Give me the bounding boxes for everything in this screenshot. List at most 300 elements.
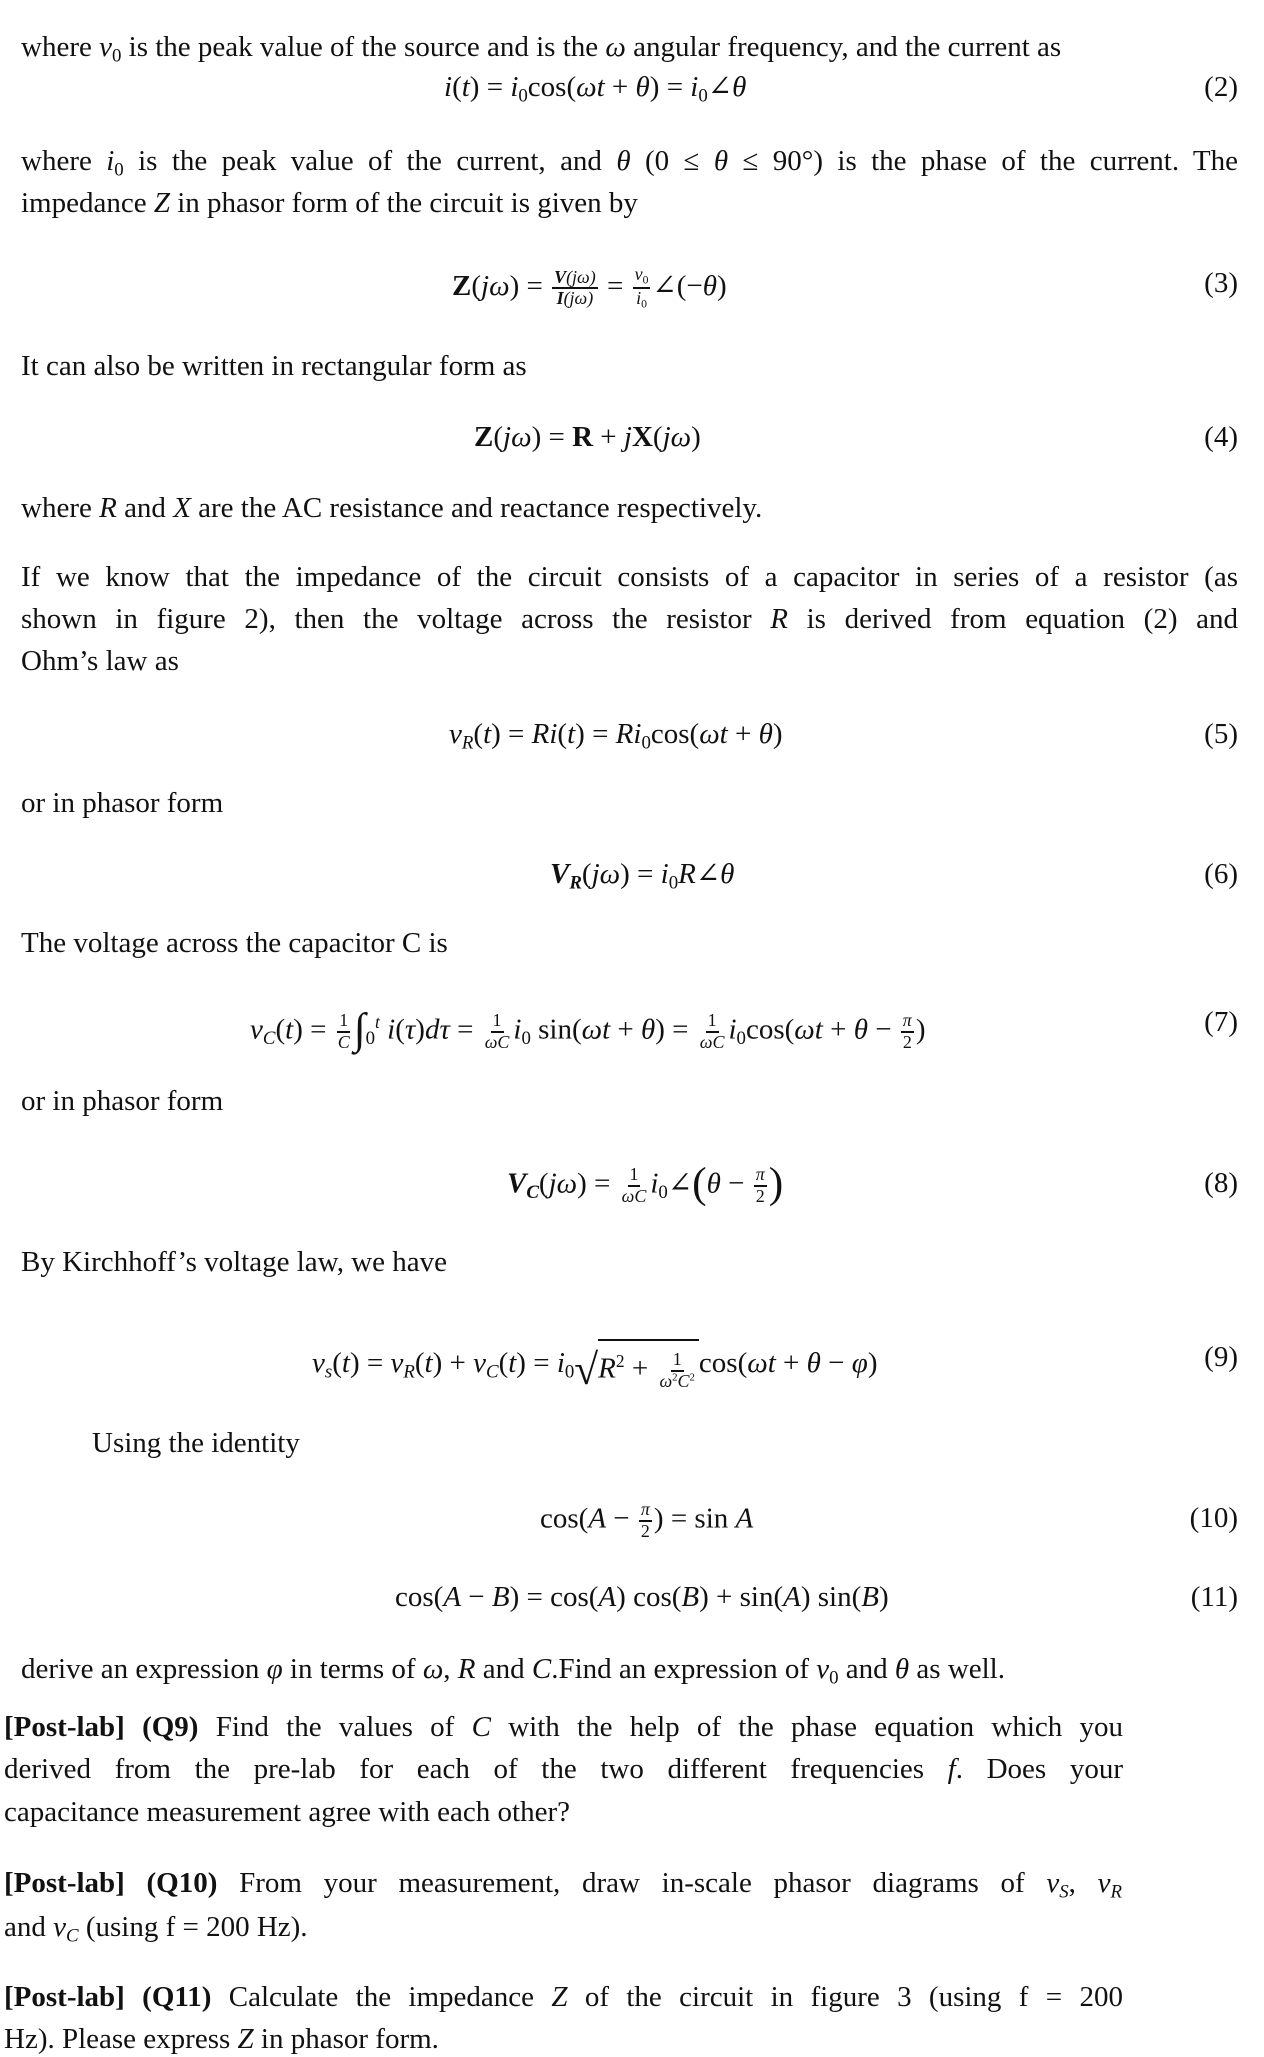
text-run: −: [606, 1502, 637, 1535]
fraction: [552, 268, 598, 310]
text-run: ) = sin: [653, 1502, 736, 1535]
text-line: [21, 1651, 1005, 1687]
equation-number: (5): [1204, 718, 1238, 750]
text-run: By Kirchhoff’s voltage law, we have: [21, 1246, 448, 1278]
text-line: [21, 1083, 223, 1119]
text-run: where: [21, 31, 100, 63]
text-run: Ohm’s law as: [21, 645, 179, 677]
text-run: where: [21, 492, 100, 524]
text-run: t: [483, 718, 492, 750]
text-run: in phasor form.: [253, 2023, 439, 2055]
equation-3: [452, 264, 727, 311]
text-run: 2: [640, 1520, 650, 1541]
text-run: C: [66, 1925, 79, 1947]
fraction: [698, 1011, 727, 1053]
text-run: (: [538, 1167, 549, 1200]
text-run: 1: [492, 1010, 502, 1030]
text-run: i: [379, 1013, 396, 1046]
text-run: 0: [564, 1361, 575, 1383]
text-run: j: [623, 421, 632, 453]
text-run: (jω): [563, 288, 594, 309]
question-q10-line: [4, 1909, 308, 1945]
fraction: [483, 1011, 512, 1053]
text-run: jω: [481, 270, 510, 302]
text-run: (: [452, 71, 462, 103]
text-line: [21, 490, 762, 526]
equation-number: (9): [1204, 1341, 1238, 1373]
text-run: +: [775, 1346, 807, 1379]
text-run: R: [572, 421, 594, 453]
text-run: (: [471, 270, 482, 302]
text-run: (: [557, 718, 568, 750]
text-line: [21, 1244, 447, 1280]
text-run: t: [375, 1012, 380, 1032]
text-run: B: [491, 1581, 510, 1613]
text-run: v: [99, 31, 112, 63]
equation-10: [540, 1499, 754, 1541]
text-run: ): [915, 1013, 926, 1046]
question-q11-line: [4, 1979, 1123, 2015]
text-run: Hz). Please express: [4, 2023, 238, 2055]
text-run: angular frequency, and the current as: [625, 31, 1062, 63]
text-run: A: [783, 1581, 801, 1613]
text-run: θ: [635, 71, 650, 103]
numerator: [337, 1011, 350, 1033]
text-run: C: [526, 1182, 539, 1204]
text-run: with the help of the phase equation which you: [490, 1711, 1124, 1743]
text-run: cos(: [650, 718, 700, 750]
equation-number: (8): [1204, 1167, 1238, 1199]
text-run: ) cos(: [616, 1581, 682, 1613]
text-run: or in phasor form: [21, 787, 224, 819]
text-run: 1: [339, 1010, 349, 1030]
text-run: +: [624, 1352, 656, 1385]
equation-number: (11): [1190, 1581, 1238, 1613]
denominator: [483, 1033, 512, 1053]
numerator: [491, 1011, 504, 1033]
text-run: (: [414, 1346, 425, 1379]
text-run: is the peak value of the current, and: [123, 145, 617, 177]
denominator: [639, 1522, 652, 1542]
text-line: [21, 29, 1061, 65]
text-line: [21, 785, 223, 821]
text-run: ) =: [516, 1346, 557, 1379]
text-run: 0: [365, 1028, 376, 1050]
equation-4: [474, 419, 701, 455]
text-run: [Post-lab] (Q11): [4, 1981, 212, 2013]
text-run: v: [473, 1346, 486, 1379]
text-run: C: [337, 1031, 350, 1052]
text-run: A: [443, 1581, 462, 1613]
text-run: =: [599, 270, 631, 302]
text-run: Z: [452, 270, 472, 302]
text-run: R: [457, 1653, 476, 1685]
text-run: (using f = 200 Hz).: [78, 1911, 308, 1943]
text-run: θ: [720, 858, 735, 890]
text-line: [21, 143, 1238, 179]
text-run: ) =: [649, 71, 691, 103]
fraction: [901, 1011, 914, 1053]
text-run: C: [531, 1653, 552, 1685]
text-run: φ: [266, 1653, 283, 1685]
text-run: Find the values of: [198, 1711, 472, 1743]
text-run: v: [1097, 1867, 1111, 1899]
text-run: ): [867, 1346, 878, 1379]
text-run: v: [312, 1346, 325, 1379]
text-run: θ: [641, 1013, 656, 1046]
text-run: is the peak value of the source and is the: [121, 31, 606, 63]
text-run: f: [947, 1753, 956, 1785]
text-run: .Find an expression of: [551, 1653, 817, 1685]
text-run: +: [593, 421, 624, 453]
text-run: R: [461, 732, 474, 754]
text-run: i: [650, 1167, 659, 1200]
numerator: [706, 1011, 719, 1033]
text-run: Z: [474, 421, 494, 453]
text-run: 0: [641, 297, 647, 311]
text-run: ∠(−: [652, 270, 703, 302]
text-run: and: [4, 1911, 54, 1943]
text-run: ωC: [699, 1031, 725, 1052]
text-run: where: [21, 145, 107, 177]
text-run: ) sin(: [800, 1581, 862, 1613]
text-run: Ri: [615, 718, 642, 750]
equation-6: [550, 856, 734, 892]
text-run: v: [1046, 1867, 1060, 1899]
numerator: [639, 1500, 652, 1522]
text-run: ) =: [575, 718, 616, 750]
text-run: φ: [851, 1346, 868, 1379]
text-run: ): [772, 718, 783, 750]
text-run: i: [660, 858, 669, 890]
denominator: [698, 1033, 727, 1053]
fraction: [754, 1165, 767, 1207]
fraction: [336, 1011, 352, 1053]
text-run: v: [816, 1653, 830, 1685]
text-run: Calculate the impedance: [211, 1981, 552, 2013]
text-run: ω: [659, 1370, 673, 1391]
text-run: (: [395, 1013, 405, 1046]
denominator: [336, 1033, 352, 1053]
text-run: 2: [902, 1031, 912, 1052]
equation-8: [507, 1158, 784, 1207]
equation-number: (2): [1204, 71, 1238, 103]
text-run: R: [569, 872, 582, 894]
text-run: t: [341, 1346, 350, 1379]
text-run: ∠: [707, 71, 733, 103]
text-run: From your measurement, draw in-scale phasor diagrams of: [217, 1867, 1047, 1899]
equation-number: (10): [1189, 1502, 1238, 1534]
text-run: ωt: [576, 71, 605, 103]
text-run: . Does your: [955, 1753, 1123, 1785]
text-run: capacitance measurement agree with each other?: [4, 1796, 570, 1828]
text-run: cos(: [698, 1346, 748, 1379]
text-run: derived from the pre-lab for each of the two different frequencies: [4, 1753, 948, 1785]
text-run: θ: [702, 270, 717, 302]
text-run: C: [677, 1370, 690, 1391]
text-run: R: [678, 858, 696, 890]
fraction: [633, 265, 651, 312]
text-run: s: [324, 1361, 333, 1383]
text-run: 2: [755, 1185, 765, 1206]
text-run: R: [598, 1352, 616, 1385]
text-run: cos(: [540, 1502, 589, 1535]
text-run: θ: [732, 71, 747, 103]
text-run: (: [275, 1013, 286, 1046]
text-run: (: [473, 718, 484, 750]
text-run: i: [513, 1013, 522, 1046]
text-run: 2: [672, 1371, 678, 1384]
text-run: C: [262, 1028, 276, 1050]
text-run: The voltage across the capacitor C is: [21, 927, 448, 959]
text-run: ) +: [432, 1346, 474, 1379]
text-run: ω: [605, 31, 626, 63]
numerator: [552, 268, 598, 290]
text-run: and: [116, 492, 174, 524]
fraction: [639, 1500, 652, 1542]
equation-number: (6): [1204, 858, 1238, 890]
equation-number: (3): [1204, 267, 1238, 299]
text-run: R: [1110, 1881, 1123, 1903]
numerator: [628, 1165, 641, 1187]
text-run: of the circuit in figure 3 (using f = 200: [567, 1981, 1123, 2013]
text-run: θ: [706, 1167, 721, 1200]
text-run: ≤ 90°) is the phase of the current. The: [728, 145, 1239, 177]
text-run: Z: [551, 1981, 568, 2013]
text-run: ωt: [581, 1013, 611, 1046]
text-run: Using the identity: [92, 1427, 300, 1459]
fraction: [620, 1165, 649, 1207]
text-run: and: [475, 1653, 532, 1685]
text-line: [92, 1425, 300, 1461]
text-run: i: [510, 71, 519, 103]
text-run: t: [424, 1346, 433, 1379]
text-run: v: [250, 1013, 263, 1046]
text-run: 0: [114, 159, 124, 181]
text-run: Z: [237, 2023, 254, 2055]
text-run: A: [588, 1502, 607, 1535]
question-q9-line: [4, 1751, 1123, 1787]
text-run: is derived from equation (2) and: [787, 603, 1238, 635]
equation-9: [312, 1339, 878, 1394]
text-run: −: [820, 1346, 852, 1379]
text-run: ,: [1068, 1867, 1098, 1899]
text-run: θ: [894, 1653, 910, 1685]
text-run: ) =: [620, 858, 661, 890]
text-run: 0: [829, 1667, 839, 1689]
text-run: (: [332, 1346, 342, 1379]
denominator: [754, 1187, 767, 1207]
text-run: ωt: [747, 1346, 776, 1379]
question-q9-line: [4, 1794, 570, 1830]
text-run: ): [879, 1581, 889, 1613]
text-run: ) = cos(: [509, 1581, 599, 1613]
text-run: t: [508, 1346, 517, 1379]
text-run: 1: [629, 1164, 639, 1184]
denominator: [657, 1372, 696, 1392]
text-run: ∠: [695, 858, 721, 890]
text-run: It can also be written in rectangular form as: [21, 350, 527, 382]
text-run: C: [471, 1711, 491, 1743]
text-run: jω: [548, 1167, 578, 1200]
text-run: 0: [111, 45, 122, 67]
text-run: (: [652, 421, 663, 453]
text-line: [21, 925, 448, 961]
equation-number: (4): [1204, 421, 1238, 453]
text-run: cos(: [527, 71, 577, 103]
text-run: If we know that the impedance of the circuit consists of a capacitor in series of a resistor (as: [21, 561, 1238, 593]
text-run: B: [681, 1581, 700, 1613]
text-run: R: [770, 603, 788, 635]
numerator: [633, 265, 651, 289]
text-run: 0: [521, 1028, 531, 1050]
text-run: ,: [443, 1653, 458, 1685]
text-run: v: [449, 718, 462, 750]
denominator: [620, 1187, 649, 1207]
text-line: [21, 643, 179, 679]
text-run: ω: [422, 1653, 444, 1685]
text-run: +: [604, 71, 636, 103]
text-run: 0: [668, 872, 679, 894]
text-run: t: [567, 718, 576, 750]
text-run: 0: [518, 85, 528, 107]
text-run: X: [173, 492, 191, 524]
text-run: 0: [736, 1028, 746, 1050]
text-line: [21, 185, 638, 221]
text-run: R: [99, 492, 117, 524]
text-run: π: [755, 1164, 765, 1184]
numerator: [754, 1165, 767, 1187]
numerator: [671, 1350, 684, 1372]
question-q9-line: [4, 1709, 1123, 1745]
text-run: π: [640, 1499, 650, 1519]
text-run: A: [598, 1581, 617, 1613]
denominator: [555, 289, 596, 309]
denominator: [901, 1033, 914, 1053]
text-run: v: [634, 264, 643, 284]
text-run: V: [550, 858, 570, 890]
text-run: τ: [404, 1013, 416, 1046]
text-run: A: [735, 1502, 754, 1535]
text-run: =: [449, 1013, 481, 1046]
text-run: cos(: [745, 1013, 795, 1046]
text-run: ) =: [577, 1167, 618, 1200]
text-run: as well.: [909, 1653, 1005, 1685]
text-run: Ri: [531, 718, 558, 750]
text-run: C: [485, 1361, 499, 1383]
text-run: t: [461, 71, 470, 103]
text-run: θ: [758, 718, 773, 750]
text-run: ωC: [484, 1031, 510, 1052]
text-run: 0: [658, 1182, 668, 1204]
text-run: ) =: [469, 71, 511, 103]
text-run: ): [415, 1013, 425, 1046]
text-line: [21, 601, 1238, 637]
equation-2: [444, 69, 746, 105]
text-run: R: [403, 1361, 415, 1383]
text-run: Z: [153, 187, 170, 219]
text-run: 0: [698, 85, 708, 107]
text-run: ) =: [491, 718, 532, 750]
text-run: +: [727, 718, 759, 750]
text-line: [21, 559, 1238, 595]
question-q11-line: [4, 2021, 439, 2057]
fraction: [657, 1350, 696, 1392]
text-run: [Post-lab] (Q9): [4, 1711, 199, 1743]
text-run: −: [461, 1581, 492, 1613]
text-run: derive an expression: [21, 1653, 267, 1685]
text-run: π: [902, 1010, 912, 1030]
text-run: ) + sin(: [699, 1581, 784, 1613]
text-run: (0 ≤: [630, 145, 714, 177]
square-root: [574, 1339, 699, 1392]
text-run: +: [610, 1013, 642, 1046]
numerator: [901, 1011, 914, 1033]
text-run: jω: [503, 421, 532, 453]
text-run: are the AC resistance and reactance respectively.: [190, 492, 763, 524]
text-run: i: [444, 71, 453, 103]
question-q10-line: [4, 1865, 1122, 1901]
text-run: ωt: [699, 718, 728, 750]
text-run: 1: [672, 1349, 682, 1369]
text-run: V: [507, 1167, 527, 1200]
text-line: [21, 348, 527, 384]
text-run: cos(: [395, 1581, 444, 1613]
text-run: B: [861, 1581, 879, 1613]
text-run: +: [822, 1013, 854, 1046]
equation-5: [449, 716, 783, 752]
text-run: (jω): [566, 266, 596, 287]
text-run: −: [720, 1167, 752, 1200]
text-run: −: [867, 1013, 899, 1046]
text-run: ) =: [349, 1346, 391, 1379]
text-run: V: [554, 266, 567, 287]
text-run: S: [1059, 1881, 1069, 1903]
radical-sign: √: [574, 1345, 599, 1394]
denominator: [634, 289, 649, 311]
text-run: 2: [689, 1371, 695, 1384]
text-run: in terms of: [282, 1653, 423, 1685]
text-run: v: [53, 1911, 66, 1943]
radicand: [598, 1339, 699, 1392]
text-run: impedance: [21, 187, 154, 219]
text-run: and: [838, 1653, 895, 1685]
text-run: t: [285, 1013, 294, 1046]
text-run: ) =: [293, 1013, 334, 1046]
equation-11: [395, 1579, 889, 1615]
text-run: i: [106, 145, 115, 177]
text-run: ): [768, 1158, 784, 1207]
text-run: jω: [591, 858, 621, 890]
text-run: ) =: [509, 270, 551, 302]
text-run: ): [716, 270, 727, 302]
text-run: (: [498, 1346, 509, 1379]
text-run: i: [636, 288, 642, 309]
text-run: i: [690, 71, 699, 103]
text-run: 0: [641, 732, 651, 754]
text-run: or in phasor form: [21, 1085, 224, 1117]
text-run: v: [390, 1346, 404, 1379]
text-run: 1: [707, 1010, 717, 1030]
text-run: sin(: [530, 1013, 582, 1046]
text-run: I: [556, 288, 564, 309]
text-run: ∫: [353, 1004, 366, 1053]
text-run: ): [691, 421, 701, 453]
text-run: in phasor form of the circuit is given by: [170, 187, 638, 219]
text-run: (: [581, 858, 592, 890]
text-run: shown in figure 2), then the voltage across the resistor: [21, 603, 771, 635]
text-run: i: [556, 1346, 565, 1379]
